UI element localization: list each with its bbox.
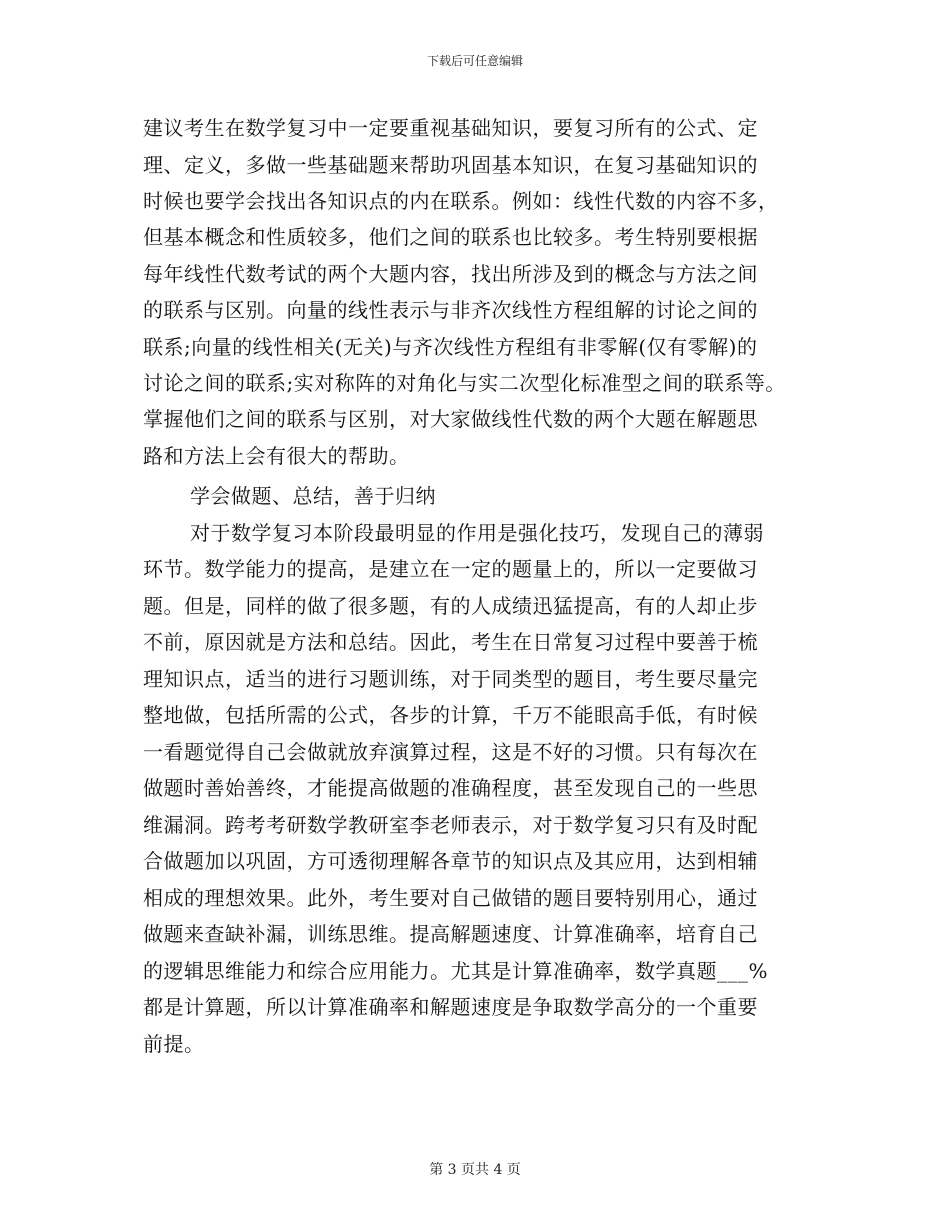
- text-line: 整地做，包括所需的公式，各步的计算，千万不能眼高手低，有时候: [143, 703, 758, 727]
- text-line: 前提。: [143, 1032, 205, 1056]
- text-line: 都是计算题，所以计算准确率和解题速度是争取数学高分的一个重要: [143, 995, 758, 1019]
- text-line: 理知识点，适当的进行习题训练，对于同类型的题目，考生要尽量完: [143, 667, 758, 691]
- text-line: 掌握他们之间的联系与区别，对大家做线性代数的两个大题在解题思: [143, 407, 758, 431]
- text-line: 做题来查缺补漏，训练思维。提高解题速度、计算准确率，培育自己: [143, 922, 758, 946]
- text-line: 题。但是，同样的做了很多题，有的人成绩迅猛提高，有的人却止步: [143, 594, 758, 618]
- page-header: 下载后可任意编辑: [426, 54, 523, 68]
- text-line: 做题时善始善终，才能提高做题的准确程度，甚至发现自己的一些思: [143, 776, 758, 800]
- text-line: 一看题觉得自己会做就放弃演算过程，这是不好的习惯。只有每次在: [143, 740, 758, 764]
- page-number: 第 3 页共 4 页: [429, 1162, 521, 1178]
- text-line: 建议考生在数学复习中一定要重视基础知识，要复习所有的公式、定: [143, 116, 758, 140]
- text-line: 不前，原因就是方法和总结。因此，考生在日常复习过程中要善于梳: [143, 630, 758, 654]
- text-line: 理、定义，多做一些基础题来帮助巩固基本知识，在复习基础知识的: [143, 153, 758, 177]
- text-line: 环节。数学能力的提高，是建立在一定的题量上的，所以一定要做习: [143, 557, 758, 581]
- text-line: 时候也要学会找出各知识点的内在联系。例如：线性代数的内容不多，: [143, 189, 779, 213]
- text-line: 合做题加以巩固，方可透彻理解各章节的知识点及其应用，达到相辅: [143, 849, 758, 873]
- text-line: 但基本概念和性质较多，他们之间的联系也比较多。考生特别要根据: [143, 225, 758, 249]
- text-line: 路和方法上会有很大的帮助。: [143, 444, 410, 468]
- text-line: 相成的理想效果。此外，考生要对自己做错的题目要特别用心，通过: [143, 886, 758, 910]
- section-heading: 学会做题、总结，善于归纳: [190, 484, 436, 508]
- text-line: 联系;向量的线性相关(无关)与齐次线性方程组有非零解(仅有零解)的: [143, 335, 758, 359]
- text-line: 的联系与区别。向量的线性表示与非齐次线性方程组解的讨论之间的: [143, 298, 758, 322]
- text-line: 的逻辑思维能力和综合应用能力。尤其是计算准确率，数学真题___%: [143, 959, 769, 983]
- text-line: 每年线性代数考试的两个大题内容，找出所涉及到的概念与方法之间: [143, 262, 758, 286]
- text-line: 维漏洞。跨考考研数学教研室李老师表示，对于数学复习只有及时配: [143, 813, 758, 837]
- text-line: 对于数学复习本阶段最明显的作用是强化技巧，发现自己的薄弱: [190, 521, 764, 545]
- text-line: 讨论之间的联系;实对称阵的对角化与实二次型化标准型之间的联系等。: [143, 371, 786, 395]
